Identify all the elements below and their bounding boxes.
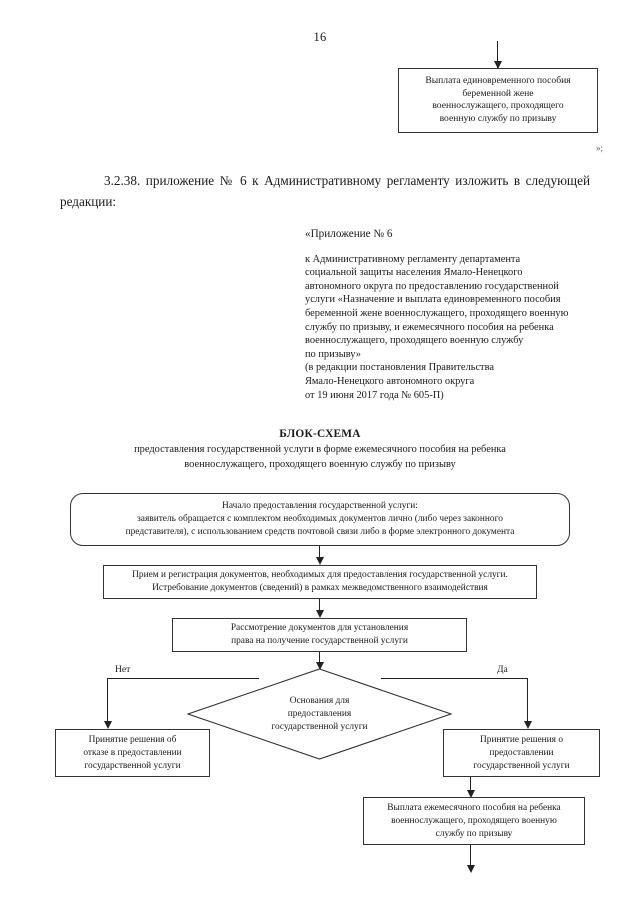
- flow-node-review-text: [231, 622, 408, 648]
- flow-branch-label-no: Нет: [115, 664, 131, 675]
- flow-node-grant: [443, 729, 600, 777]
- flow-review-line-1: Рассмотрение документов для установления: [230, 623, 409, 633]
- flow-decision-line-1: Основания для: [289, 695, 350, 706]
- flow-connector-no-horizontal: [107, 678, 259, 679]
- appendix-line-5: беременной жене военнослужащего, проходящего военную: [305, 307, 569, 319]
- top-fragment-line-1: Выплата единовременного пособия: [425, 75, 571, 86]
- flow-connector-yes-vertical: [527, 678, 528, 723]
- flow-arrowhead-start-intake: [316, 557, 324, 565]
- flow-refuse-line-3: государственной услуги: [84, 760, 181, 771]
- flow-node-payment: [363, 797, 585, 845]
- flow-connector-yes-horizontal: [381, 678, 527, 679]
- flow-node-review: [172, 618, 467, 652]
- flow-node-intake-text: [132, 569, 508, 595]
- top-fragment-line-4: военную службу по призыву: [439, 112, 557, 124]
- flow-grant-line-2: предоставлении: [489, 747, 554, 758]
- top-fragment-line-3: военнослужащего, проходящего: [432, 100, 564, 112]
- appendix-line-1: к Административному регламенту департамента: [305, 253, 521, 265]
- flow-node-refuse-text: [83, 734, 181, 773]
- appendix-edition-line-3: от 19 июня 2017 года № 605-П): [305, 389, 444, 401]
- appendix-line-3: автономного округа по предоставлению государственной: [305, 280, 559, 292]
- flow-review-line-2: права на получение государственной услуги: [231, 636, 408, 646]
- page-number: 16: [313, 30, 327, 44]
- flow-arrowhead-no: [104, 721, 112, 729]
- flow-grant-line-3: государственной услуги: [473, 760, 570, 771]
- closing-quote-mark: »;: [596, 143, 604, 153]
- flow-start-line-2: заявитель обращается с комплектом необходимых документов лично (либо через законного: [137, 514, 503, 524]
- clause-paragraph-text: 3.2.38. приложение № 6 к Административному регламенту изложить в следующей редакции:: [60, 173, 590, 209]
- flow-payment-line-1: Выплата ежемесячного пособия на ребенка: [387, 802, 561, 813]
- flow-grant-line-1: Принятие решения о: [479, 734, 564, 745]
- appendix-title: «Приложение № 6: [305, 228, 393, 240]
- flow-branch-label-yes: Да: [497, 664, 508, 675]
- appendix-line-4: услуги «Назначение и выплата единовременного пособия: [305, 294, 561, 306]
- appendix-edition-line-2: Ямало-Ненецкого автономного округа: [305, 375, 475, 387]
- flow-payment-line-2: военнослужащего, проходящего военную: [391, 815, 557, 826]
- flow-intake-line-1: Прием и регистрация документов, необходимых для предоставления государственной услуги.: [132, 570, 508, 580]
- flow-arrowhead-yes: [524, 721, 532, 729]
- scheme-subtitle-line-1: предоставления государственной услуги в форме ежемесячного пособия на ребенка: [134, 444, 506, 455]
- flow-refuse-line-2: отказе в предоставлении: [83, 747, 182, 758]
- flow-arrowhead-payment-next: [467, 865, 475, 873]
- flow-node-start-text: [126, 500, 515, 539]
- flow-intake-line-2: Истребование документов (сведений) в рамках межведомственного взаимодействия: [152, 583, 488, 593]
- appendix-edition-line-1: (в редакции постановления Правительства: [305, 362, 494, 374]
- flow-decision-line-2: предоставления: [287, 708, 352, 719]
- flow-arrowhead-intake-review: [316, 610, 324, 618]
- appendix-line-2: социальной защиты населения Ямало-Ненецкого: [305, 267, 523, 279]
- flow-node-refuse: [55, 729, 210, 777]
- appendix-line-8: по призыву»: [305, 348, 361, 360]
- appendix-line-7: военнослужащего, проходящего военную службу: [305, 335, 524, 347]
- flow-refuse-line-1: Принятие решения об: [88, 734, 177, 745]
- flow-start-line-3: представителя), с использованием средств почтовой связи либо в форме электронного документа: [125, 527, 515, 537]
- flow-node-start: [70, 493, 570, 546]
- top-fragment-line-2: беременной жене: [462, 87, 534, 99]
- flow-node-intake: [103, 565, 537, 599]
- flow-node-payment-text: [387, 802, 560, 841]
- scheme-heading: БЛОК-СХЕМА: [279, 428, 361, 440]
- flow-node-decision-text: [271, 695, 367, 734]
- flow-connector-no-vertical: [107, 678, 108, 723]
- flow-payment-line-3: службу по призыву: [435, 828, 513, 839]
- flow-node-decision: [187, 668, 452, 760]
- flow-connector-payment-next: [470, 845, 471, 867]
- scheme-subtitle-line-2: военнослужащего, проходящего военную службу по призыву: [184, 458, 456, 470]
- appendix-line-6: службу по призыву, и ежемесячного пособия на ребенка: [305, 321, 554, 333]
- flow-start-line-1: Начало предоставления государственной услуги:: [222, 501, 418, 511]
- flow-node-grant-text: [473, 734, 569, 773]
- flow-decision-line-3: государственной услуги: [271, 721, 368, 732]
